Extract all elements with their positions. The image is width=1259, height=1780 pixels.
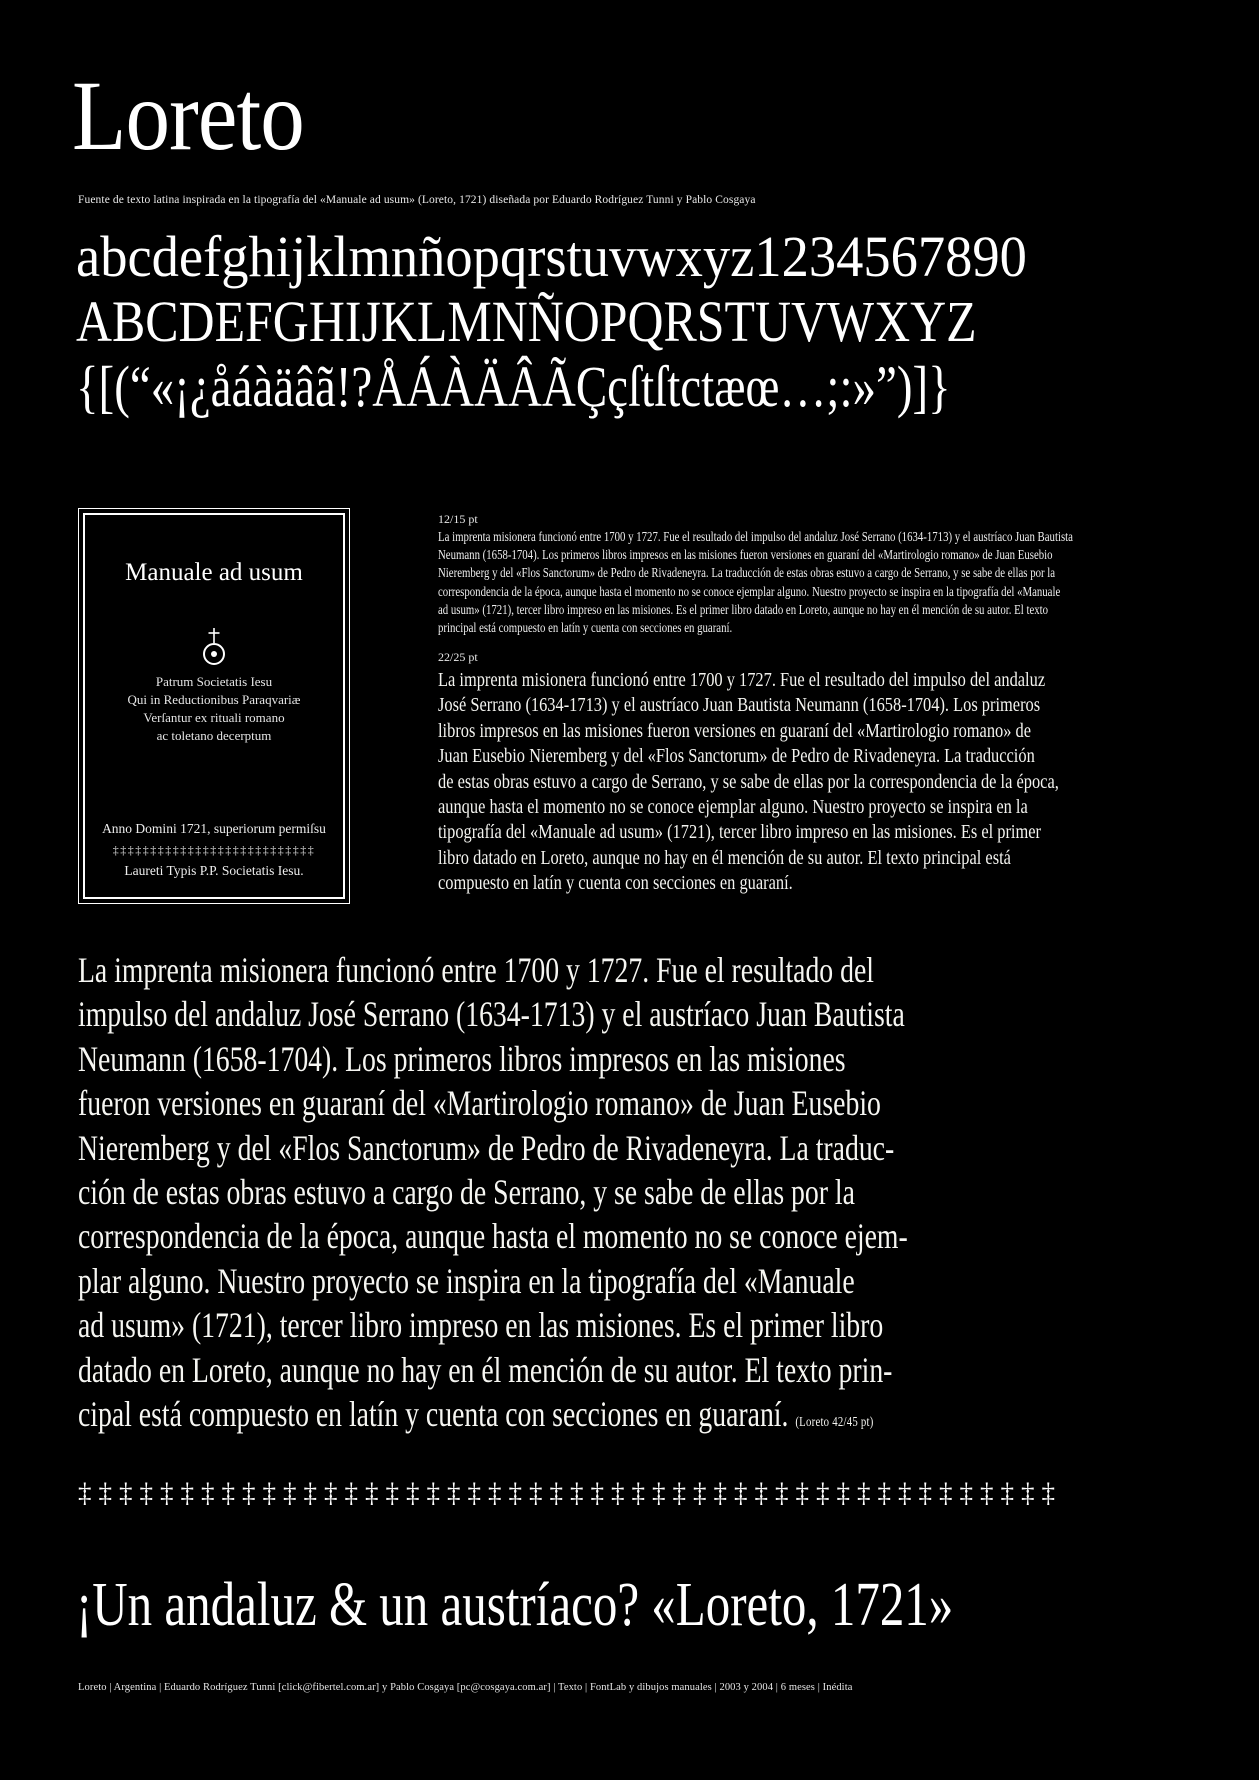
text-line: Qui in Reductionibus Paraqvariæ <box>127 692 301 707</box>
text-line: Neumann (1658-1704). Los primeros libros impresos en las misiones fueron versiones en guaraní del «Martirologio romano» de Juan Eusebio <box>438 547 1053 563</box>
size-note: (Loreto 42/45 pt) <box>795 1415 874 1431</box>
globus-cruciger-icon <box>85 627 343 672</box>
text-line: Patrum Societatis Iesu <box>155 674 273 689</box>
page-subtitle: Fuente de texto latina inspirada en la tipografía del «Manuale ad usum» (Loreto, 1721) diseñada por Eduardo Rodríguez Tunni y Pablo Cosgaya <box>78 194 756 206</box>
specimen-22-25-label: 22/25 pt <box>438 650 478 664</box>
text-line: aunque hasta el momento no se conoce ejemplar alguno. Nuestro proyecto se inspira en la <box>438 796 1028 819</box>
main-specimen-last-line <box>78 1392 908 1445</box>
title-page-inner-frame <box>83 513 345 899</box>
text-line: datado en Loreto, aunque no hay en él mención de su autor. El texto prin- <box>78 1349 893 1390</box>
text-line: fueron versiones en guaraní del «Martirologio romano» de Juan Eusebio <box>78 1083 881 1124</box>
main-specimen-text <box>78 948 1156 1445</box>
text-line: plar alguno. Nuestro proyecto se inspira en la tipografía del «Manuale <box>78 1260 855 1301</box>
title-page-title: Manuale ad usum <box>125 559 303 586</box>
text-line: principal está compuesto en latín y cuenta con secciones en guaraní. <box>438 620 733 636</box>
text-line: La imprenta misionera funcionó entre 1700 y 1727. Fue el resultado del impulso del andaluz <box>438 669 1046 691</box>
charset-lowercase-digits: abcdefghijklmnñopqrstuvwxyz1234567890 <box>76 224 1027 289</box>
text-line: Nieremberg y del «Flos Sanctorum» de Pedro de Rivadeneyra. La traducción de estas obras estuvo a cargo de Serrano, y se sabe de ellas por la <box>438 565 1056 581</box>
title-page-imprint: Anno Domini 1721, superiorum permiſsu <box>102 821 326 836</box>
title-page-colophon: Laureti Typis P.P. Societatis Iesu. <box>124 863 304 878</box>
text-line: La imprenta misionera funcionó entre 1700 y 1727. Fue el resultado del impulso del andaluz José Serrano (1634-1713) y el austríaco Juan Bautista <box>438 529 1073 544</box>
text-line: de estas obras estuvo a cargo de Serrano, y se sabe de ellas por la correspondencia de la época, <box>438 770 1059 793</box>
main-specimen-last-line-text: cipal está compuesto en latín y cuenta con secciones en guaraní. <box>78 1394 789 1435</box>
text-line: Neumann (1658-1704). Los primeros libros impresos en las misiones <box>78 1038 846 1079</box>
specimen-12-15-text <box>438 528 1232 637</box>
page-title: Loreto <box>72 60 304 171</box>
main-specimen-lines <box>78 948 1156 1392</box>
charset-symbols: {[(“«¡¿åáàäâã!?ÅÁÀÄÂÃÇçſtſtctæœ…;:»”)]} <box>76 354 951 419</box>
text-line: La imprenta misionera funcionó entre 1700 y 1727. Fue el resultado del <box>78 950 874 990</box>
title-page-ornament-row: ‡‡‡‡‡‡‡‡‡‡‡‡‡‡‡‡‡‡‡‡‡‡‡‡‡‡‡ <box>112 843 316 857</box>
text-line: libros impresos en las misiones fueron versiones en guaraní del «Martirologio romano» de <box>438 719 1032 742</box>
text-line: ad usum» (1721), tercer libro impreso en las misiones. Es el primer libro datado en Loreto, aunque no hay en él mención de su autor. El texto <box>438 601 1049 617</box>
text-line: correspondencia de la época, aunque hasta el momento no se conoce ejem- <box>78 1216 908 1257</box>
text-line: impulso del andaluz José Serrano (1634-1713) y el austríaco Juan Bautista <box>78 994 905 1035</box>
text-line: ad usum» (1721), tercer libro impreso en las misiones. Es el primer libro <box>78 1305 884 1346</box>
text-line: tipografía del «Manuale ad usum» (1721), tercer libro impreso en las misiones. Es el primer <box>438 821 1041 844</box>
title-page-text <box>85 673 343 745</box>
charset-uppercase: ABCDEFGHIJKLMNÑOPQRSTUVWXYZ <box>76 289 977 354</box>
text-line: ción de estas obras estuvo a cargo de Serrano, y se sabe de ellas por la <box>78 1172 855 1213</box>
specimen-12-15-label: 12/15 pt <box>438 512 478 526</box>
display-line: ¡Un andaluz & un austríaco? «Loreto, 1721» <box>76 1571 954 1639</box>
text-line: Verſantur ex rituali romano <box>143 710 285 725</box>
text-line: correspondencia de la época, aunque hasta el momento no se conoce ejemplar alguno. Nuestro proyecto se inspira en la tipografía del «Manuale <box>438 583 1061 599</box>
title-page-box <box>78 508 350 904</box>
text-line: Juan Eusebio Nieremberg y del «Flos Sanctorum» de Pedro de Rivadeneyra. La traducción <box>438 745 1035 768</box>
ornament-row: ‡‡‡‡‡‡‡‡‡‡‡‡‡‡‡‡‡‡‡‡‡‡‡‡‡‡‡‡‡‡‡‡‡‡‡‡‡‡‡‡‡‡‡‡‡‡‡‡ <box>78 1478 1062 1508</box>
footer-credits: Loreto | Argentina | Eduardo Rodríguez Tunni [click@fibertel.com.ar] y Pablo Cosgaya [pc@cosgaya.com.ar] | Texto | FontLab y dibujos manuales | 2003 y 2004 | 6 meses | Inédita <box>78 1682 853 1693</box>
text-line: Nieremberg y del «Flos Sanctorum» de Pedro de Rivadeneyra. La traduc- <box>78 1127 895 1168</box>
character-set <box>76 224 1156 419</box>
text-line: José Serrano (1634-1713) y el austríaco Juan Bautista Neumann (1658-1704). Los primeros <box>438 694 1041 717</box>
specimen-22-25-text <box>438 668 1195 897</box>
text-line: compuesto en latín y cuenta con secciones en guaraní. <box>438 872 793 895</box>
text-line: libro datado en Loreto, aunque no hay en él mención de su autor. El texto principal está <box>438 846 1011 869</box>
text-line: ac toletano decerptum <box>156 728 272 743</box>
